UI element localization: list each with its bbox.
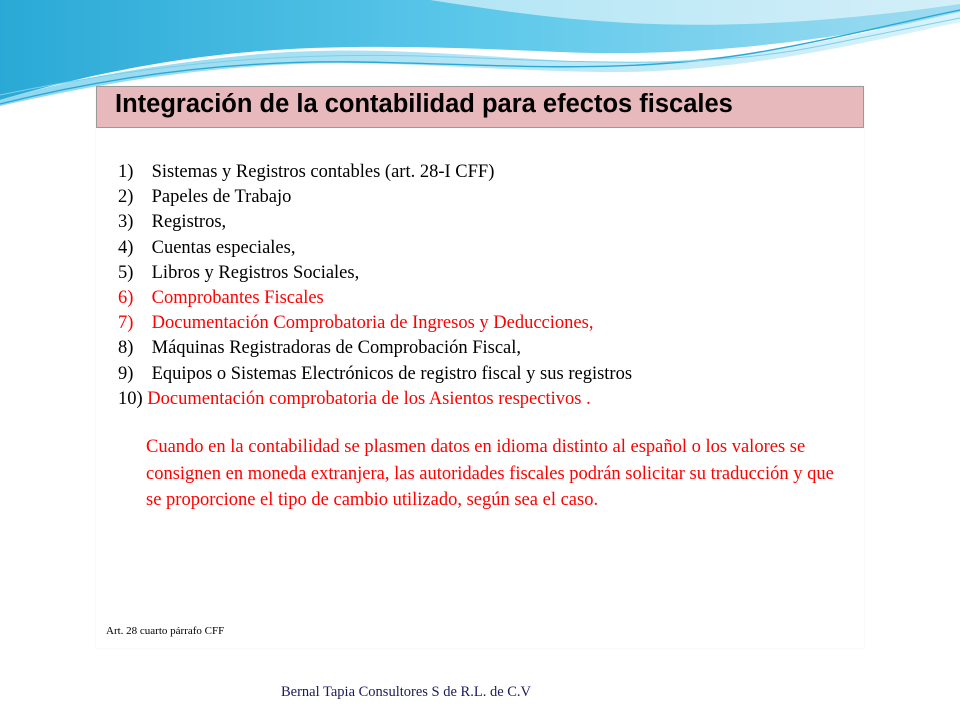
list-item: 1) Sistemas y Registros contables (art. 28-I CFF)	[118, 162, 495, 182]
list-item: 3) Registros,	[118, 212, 227, 233]
list-item: 9) Equipos o Sistemas Electrónicos de registro fiscal y sus registros	[118, 363, 633, 384]
legal-reference: Art. 28 cuarto párrafo CFF	[106, 625, 225, 637]
list-item: 6) Comprobantes Fiscales	[118, 288, 324, 309]
requirements-list	[118, 160, 632, 412]
list-item: 7) Documentación Comprobatoria de Ingresos y Deducciones,	[118, 313, 594, 334]
list-item: 4) Cuentas especiales,	[118, 237, 296, 258]
list-item: 2) Papeles de Trabajo	[118, 187, 292, 208]
content-panel	[96, 86, 864, 648]
footer-company: Bernal Tapia Consultores S de R.L. de C.V	[281, 684, 532, 700]
title-bar	[96, 86, 864, 128]
slide-title: Integración de la contabilidad para efectos fiscales	[115, 90, 733, 118]
list-item: 10) Documentación comprobatoria de los Asientos respectivos .	[118, 388, 591, 409]
foreign-currency-note: Cuando en la contabilidad se plasmen datos en idioma distinto al español o los valores se consignen en moneda extranjera, las autoridades fiscales podrán solicitar su traducción y que se proporcione el tipo de cambio utilizado, según sea el caso.	[146, 437, 834, 511]
list-item: 8) Máquinas Registradoras de Comprobación Fiscal,	[118, 338, 522, 359]
list-item: 5) Libros y Registros Sociales,	[118, 262, 360, 283]
